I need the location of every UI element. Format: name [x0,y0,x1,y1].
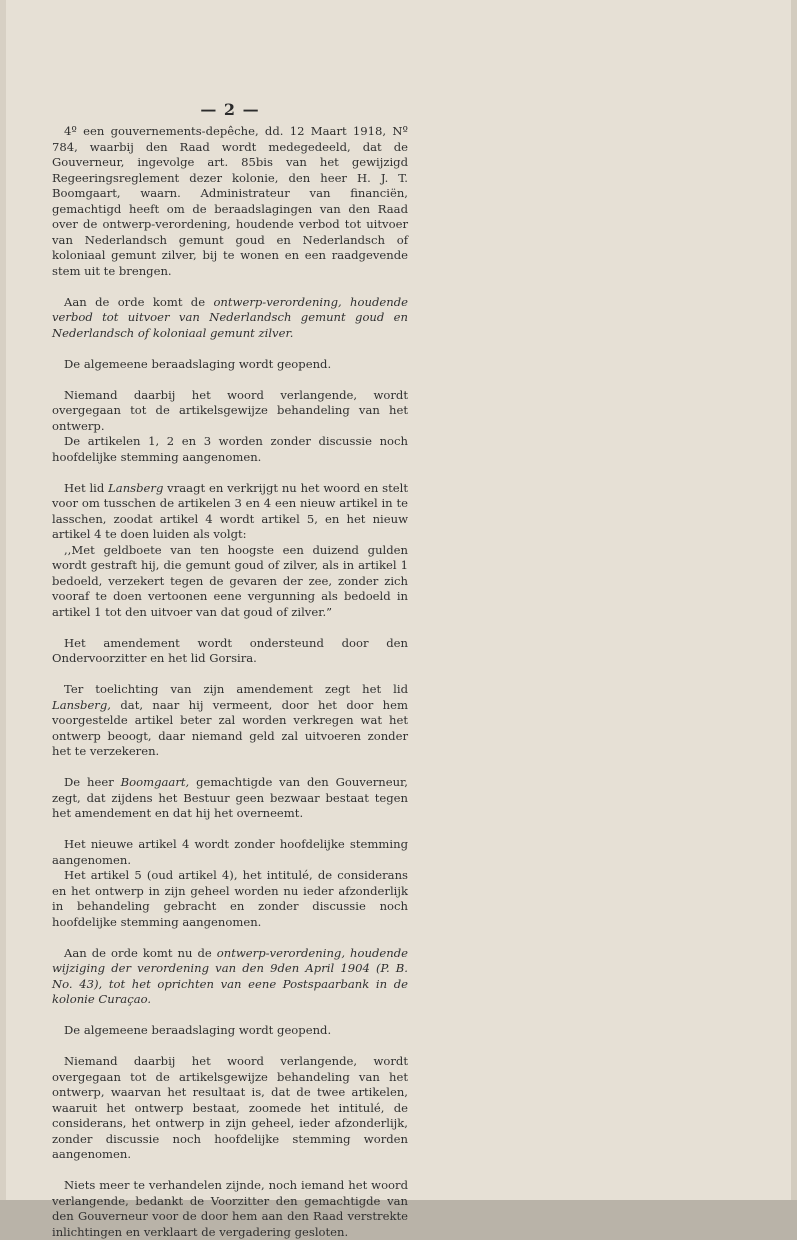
paragraph-artikel-4-aangenomen: Het nieuwe artikel 4 wordt zonder hoofdelijke stemming aangenomen. [52,837,408,867]
page-edge-right [791,0,797,1200]
paragraph-artikel-5: Het artikel 5 (oud artikel 4), het intitulé, de considerans en het ontwerp in zijn geheel worden nu ieder afzonderlijk in behandeling gebracht en zonder discussie noch hoofdelijke stemming aangenomen. [52,868,408,929]
paragraph-niemand-2: Niemand daarbij het woord verlangende, wordt overgegaan tot de artikelsgewijze behandeling van het ontwerp, waarvan het resultaat is, dat de twee artikelen, waaruit het ontwerp bestaat, zoomede het intitulé, de considerans, het ontwerp in zijn geheel, ieder afzonderlijk, zonder discussie noch hoofdelijke stemming worden aangenomen. [52,1054,408,1161]
paragraph-lansberg-voorstel: Het lid Lansberg vraagt en verkrijgt nu het woord en stelt voor om tusschen de artikelen 3 en 4 een nieuw artikel in te lasschen, zoodat artikel 4 wordt artikel 5, en het nieuw artikel 4 te doen luiden als volgt: [52,480,408,541]
paragraph-niemand-1: Niemand daarbij het woord verlangende, wordt overgegaan tot de artikelsgewijze behandeling van het ontwerp. [52,387,408,433]
paragraph-slot: Niets meer te verhandelen zijnde, noch iemand het woord verlangende, bedankt de Voorzitter den gemachtigde van den Gouverneur voor de door hem aan den Raad verstrekte inlichtingen en verklaart de vergadering gesloten. [52,1178,408,1239]
paragraph-4-depeche: 4º een gouvernements-depêche, dd. 12 Maart 1918, Nº 784, waarbij den Raad wordt medegedeeld, dat de Gouverneur, ingevolge art. 85bis van het gewijzigd Regeeringsreglement dezer kolonie, den heer H. J. T. Boomgaart, waarn. Administrateur van financiën, gemachtigd heeft om de beraadslagingen van den Raad over de ontwerp-verordening, houdende verbod tot uitvoer van Nederlandsch gemunt goud en Nederlandsch of koloniaal gemunt zilver, bij te wonen en een raadgevende stem uit te brengen. [52,124,408,278]
paragraph-quote-geldboete: ,,Met geldboete van ten hoogste een duizend gulden wordt gestraft hij, die gemunt goud of zilver, als in artikel 1 bedoeld, verzekert tegen de gevaren der zee, zonder zich vooraf te doen vertoonen eene vergunning als bedoeld in artikel 1 tot den uitvoer van dat goud of zilver.” [52,542,408,619]
paragraph-order-postspaarbank: Aan de orde komt nu de ontwerp-verordening, houdende wijziging der verordening van den 9den April 1904 (P. B. No. 43), tot het oprichten van eene Postspaarbank in de kolonie Curaçao. [52,945,408,1006]
paragraph-beraadslaging-2: De algemeene beraadslaging wordt geopend. [64,1023,332,1037]
paragraph-toelichting: Ter toelichting van zijn amendement zegt het lid Lansberg, dat, naar hij vermeent, door het door hem voorgestelde artikel beter zal worden verkregen wat het ontwerp beoogt, daar niemand geld zal uitvoeren zonder het te verzekeren. [52,682,408,758]
paragraph-artikelen-1-3: De artikelen 1, 2 en 3 worden zonder discussie noch hoofdelijke stemming aangenomen. [52,434,408,464]
paragraph-order-verbod: Aan de orde komt de ontwerp-verordening, houdende verbod tot uitvoer van Nederlandsch gemunt goud en Nederlandsch of koloniaal gemunt zilver. [52,294,408,340]
page-edge-left [0,0,6,1200]
page-number: — 2 — [200,100,260,119]
document-body [52,124,408,1240]
paragraph-boomgaart: De heer Boomgaart, gemachtigde van den Gouverneur, zegt, dat zijdens het Bestuur geen bezwaar bestaat tegen het amendement en dat hij het overneemt. [52,775,408,820]
paragraph-beraadslaging-1: De algemeene beraadslaging wordt geopend. [64,356,332,371]
paragraph-amendement-ondersteund: Het amendement wordt ondersteund door den Ondervoorzitter en het lid Gorsira. [52,635,408,665]
